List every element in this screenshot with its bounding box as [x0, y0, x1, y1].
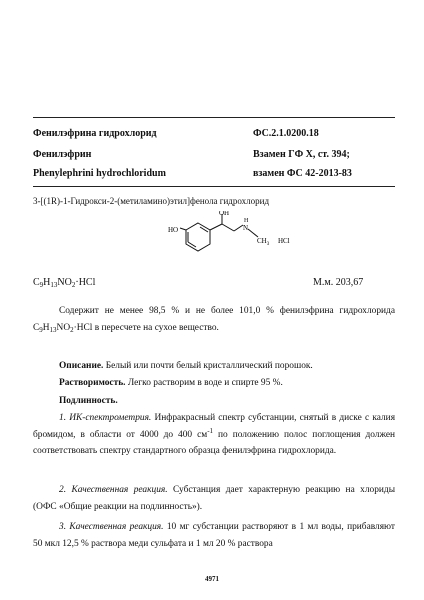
- label-h: H: [244, 218, 249, 224]
- label-n: N: [243, 224, 249, 232]
- identity-heading: Подлинность.: [59, 396, 118, 406]
- label-hcl: HCl: [278, 237, 290, 245]
- replaces-note-1: Взамен ГФ X, ст. 394;: [253, 149, 350, 160]
- label-ho: HO: [168, 226, 179, 234]
- qual-2-label: Качественная реакция.: [66, 522, 164, 532]
- molar-mass: М.м. 203,67: [313, 277, 364, 288]
- description-label: Описание.: [59, 361, 104, 371]
- content-paragraph: Содержит не менее 98,5 % и не более 101,0 % фенилэфрина гидрохлорида $C_9H_{13}NO_2\cdot HCl$ в пересчете на сухое вещество.: [33, 306, 395, 334]
- formula-h-count: 13: [50, 281, 58, 289]
- formula-salt: ·HCl: [75, 277, 96, 288]
- chemical-name: 3-[(1R)-1-Гидрокси-2-(метиламино)этил]фенола гидрохлорид: [33, 196, 270, 206]
- description-paragraph: Описание. Белый или почти белый кристаллический порошок.: [59, 361, 313, 371]
- ir-label: ИК-спектрометрия.: [66, 413, 152, 423]
- qual-1-label: Качественная реакция.: [66, 485, 168, 495]
- page-number: 4971: [205, 575, 219, 583]
- qualitative-reaction-2: 3. Качественная реакция. 10 мг субстанции растворяют в 1 мл воды, прибавляют 50 мкл 12,5 % раствора меди сульфата и 1 мл 20 % раствора: [33, 522, 395, 549]
- molecular-formula: [33, 277, 95, 289]
- bottom-rule: [33, 186, 395, 187]
- monograph-code: ФС.2.1.0200.18: [253, 128, 319, 139]
- replaces-note-2: взамен ФС 42-2013-83: [253, 168, 352, 179]
- monograph-name-latin: Phenylephrini hydrochloridum: [33, 168, 166, 179]
- ir-paragraph: 1. ИК-спектрометрия. Инфракрасный спектр субстанции, снятый в диске с калия бромидом, в области от 4000 до 400 $см^{-1}$ по положению полос поглощения должен соответствовать спектру стандартного образца фенилэфрина гидрохлорида.: [33, 413, 396, 456]
- formula-o-count: 2: [71, 281, 76, 289]
- monograph-name-ru: Фенилэфрина гидрохлорид: [33, 128, 157, 139]
- formula-c: C: [33, 277, 40, 288]
- structural-formula: [168, 211, 298, 273]
- label-ch3: $CH_3$: [257, 237, 270, 247]
- top-rule: [33, 117, 395, 118]
- solubility-label: Растворимость.: [59, 378, 126, 388]
- qualitative-reaction-1: 2. Качественная реакция. Субстанция дает характерную реакцию на хлориды (ОФС «Общие реакции на подлинность»).: [33, 485, 395, 512]
- formula-c-count: 9: [39, 281, 44, 289]
- formula-h: H: [43, 277, 51, 288]
- solubility-paragraph: Растворимость. Легко растворим в воде и спирте 95 %.: [59, 378, 283, 388]
- label-oh: OH: [219, 211, 230, 217]
- monograph-short-name: Фенилэфрин: [33, 149, 92, 160]
- formula-no: NO: [57, 277, 72, 288]
